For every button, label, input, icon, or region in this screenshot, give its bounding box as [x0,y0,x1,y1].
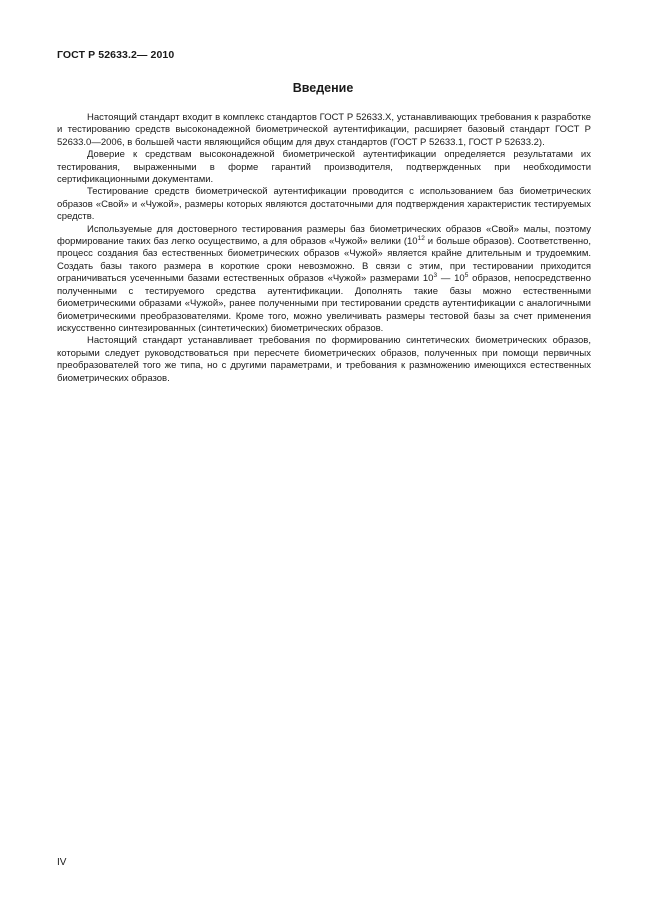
paragraph-database-sizes-text-3: — 10 [437,273,465,285]
exponent-12: 12 [417,235,425,243]
document-standard-id: ГОСТ Р 52633.2— 2010 [57,49,175,61]
paragraph-database-sizes [57,224,591,336]
page-title: Введение [292,81,354,95]
paragraph-requirements: Настоящий стандарт устанавливает требования по формированию синтетических биометрических образов, которыми следует руководствоваться при пересчете биометрических образов, полученных при помощи первичных преобразователей того же типа, но с другими параметрами, и требования к размножению имеющихся естественных биометрических образов. [57,335,591,384]
introduction-body [57,112,591,385]
paragraph-database-sizes-text-4: образов, непосредственно полученными с тестируемого средства аутентификации. Дополнять такие базы можно естественными биометрическими образами «Чужой», ранее полученными при тестировании средств аутентификации с аналогичными биометрическими преобразователями. Кроме того, можно увеличивать размеры тестовой базы за счет применения искусственно синтезированных (синтетических) биометрических образов. [57,273,591,334]
paragraph-database-sizes-text-1: Используемые для достоверного тестирования размеры баз биометрических образов «Свой» малы, поэтому формирование таких баз легко осуществимо, а для образов «Чужой» велики (10 [57,223,591,248]
page-number: IV [57,857,67,868]
paragraph-testing: Тестирование средств биометрической аутентификации проводится с использованием баз биометрических образов «Свой» и «Чужой», размеры которых являются достаточными для подтверждения характеристик тестируемых средств. [57,186,591,223]
exponent-3: 3 [433,272,438,280]
paragraph-trust: Доверие к средствам высоконадежной биометрической аутентификации определяется результатами их тестирования, выраженными в форме гарантий производителя, подтвержденных при необходимости сертификационными документами. [57,149,591,186]
exponent-5: 5 [464,272,469,280]
paragraph-scope: Настоящий стандарт входит в комплекс стандартов ГОСТ Р 52633.Х, устанавливающих требования к разработке и тестированию средств высоконадежной биометрической аутентификации, расширяет базовый стандарт ГОСТ Р 52633.0—2006, в большей части являющийся общим для двух стандартов (ГОСТ Р 52633.1, ГОСТ Р 52633.2). [57,112,591,148]
paragraph-database-sizes-text-2: и больше образов). Соответственно, процесс создания баз естественных биометрических образов «Чужой» является крайне длительным и трудоемким. Создать базы такого размера в короткие сроки невозможно. В связи с этим, при тестировании приходится ограничиваться усеченными базами естественных образов «Чужой» размерами 10 [57,236,591,285]
